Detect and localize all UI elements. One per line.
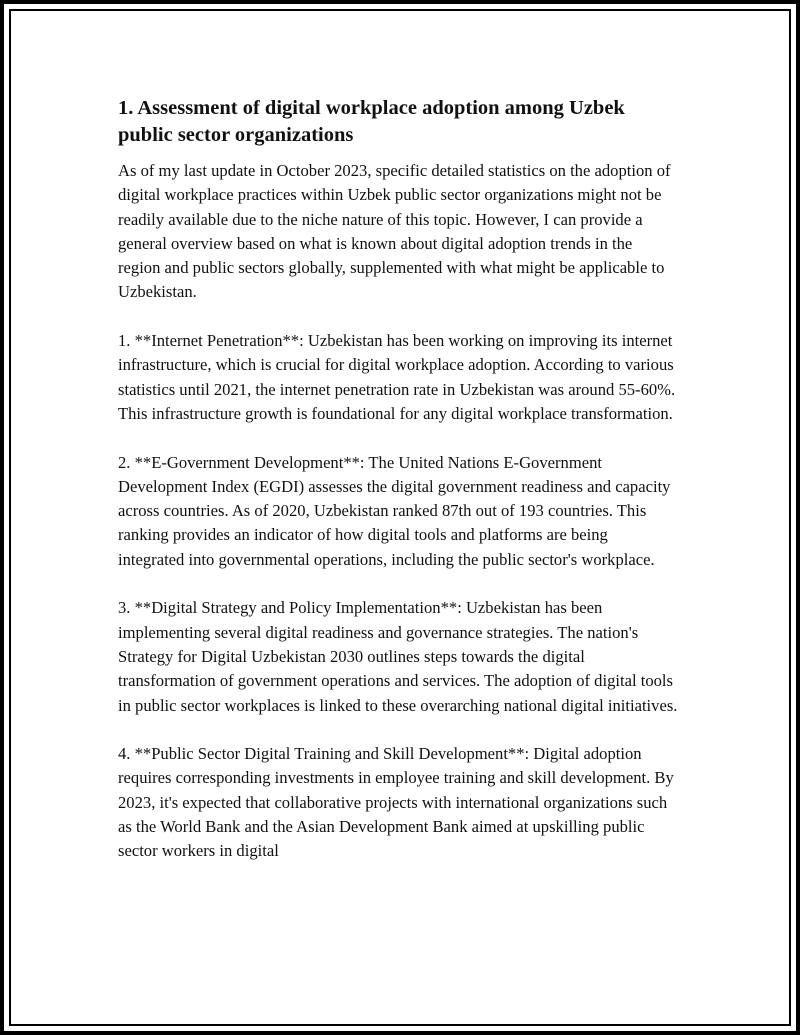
e-government-paragraph: 2. **E-Government Development**: The United Nations E-Government Development Index (EGDI) assesses the digital government readiness and capacity across countries. As of 2020, Uzbekistan ranked 87th out of 193 countries. This ranking provides an indicator of how digital tools and platforms are being integrated into governmental operations, including the public sector's workplace. [118, 452, 671, 569]
internet-penetration-paragraph: 1. **Internet Penetration**: Uzbekistan has been working on improving its internet infrastructure, which is crucial for digital workplace adoption. According to various statistics until 2021, the internet penetration rate in Uzbekistan was around 55-60%. This infrastructure growth is foundational for any digital workplace transformation. [118, 331, 676, 423]
document-body [118, 95, 678, 888]
intro-paragraph: As of my last update in October 2023, specific detailed statistics on the adoption of digital workplace practices within Uzbek public sector organizations might not be readily available due to the niche nature of this topic. However, I can provide a general overview based on what is known about digital adoption trends in the region and public sectors globally, supplemented with what might be applicable to Uzbekistan. [118, 161, 671, 302]
training-paragraph: 4. **Public Sector Digital Training and Skill Development**: Digital adoption requires corresponding investments in employee training and skill development. By 2023, it's expected that collaborative projects with international organizations such as the World Bank and the Asian Development Bank aimed at upskilling public sector workers in digital [118, 744, 674, 861]
digital-strategy-paragraph: 3. **Digital Strategy and Policy Implementation**: Uzbekistan has been implementing several digital readiness and governance strategies. The nation's Strategy for Digital Uzbekistan 2030 outlines steps towards the digital transformation of government operations and services. The adoption of digital tools in public sector workplaces is linked to these overarching national digital initiatives. [118, 598, 678, 715]
section-heading: 1. Assessment of digital workplace adoption among Uzbek public sector organizations [118, 97, 625, 146]
